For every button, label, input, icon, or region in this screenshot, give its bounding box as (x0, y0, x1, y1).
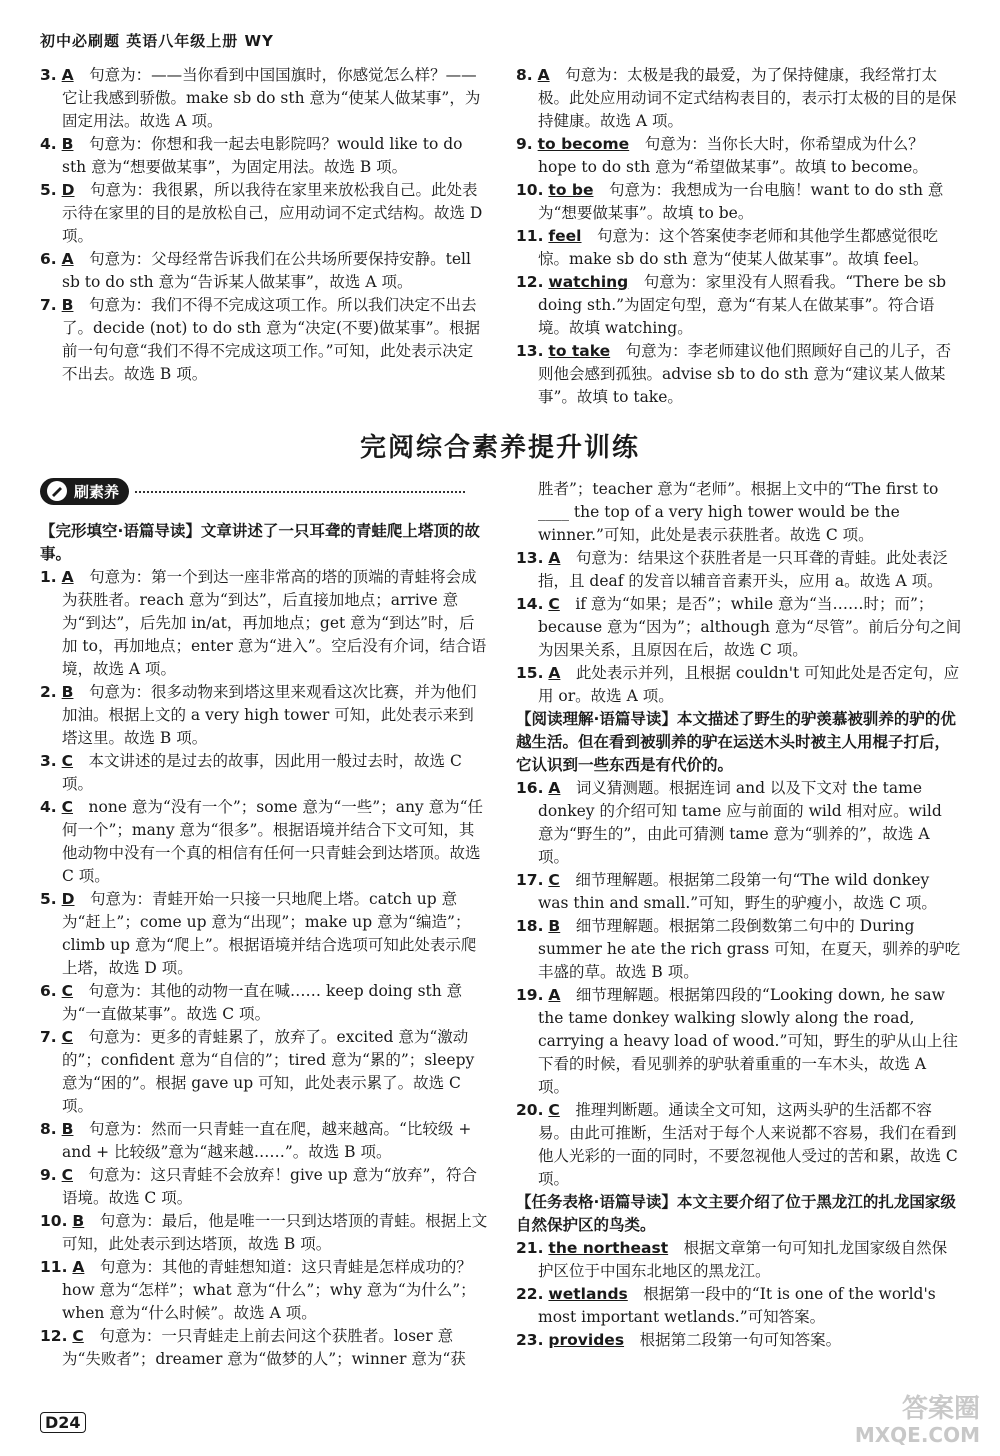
item-answer: to be (548, 181, 594, 199)
item-answer: to become (537, 135, 630, 153)
item-explanation: 句意为：第一个到达一座非常高的塔的顶端的青蛙将会成为获胜者。reach 意为“到达”，后直接加地点；arrive 意为“到达”，后先加 in/at，再加地点；get 意为“到达”时，后加 to，再加地点；enter 意为“进入”。空后没有介词，结合语境，故选 A 项。 (62, 568, 487, 678)
item-number: 14. (516, 595, 544, 613)
item-answer: B (72, 1212, 85, 1230)
answer-item (40, 1325, 488, 1371)
item-answer: A (537, 66, 550, 84)
item-answer: B (548, 917, 561, 935)
answer-item (40, 796, 488, 888)
item-number: 13. (516, 549, 544, 567)
item-number: 4. (40, 135, 57, 153)
answer-item (516, 271, 962, 340)
item-explanation: 细节理解题。根据第二段第一句“The wild donkey was thin and small.”可知，野生的驴瘦小，故选 C 项。 (538, 871, 937, 912)
top-left-column (40, 64, 488, 386)
item-number: 18. (516, 917, 544, 935)
item-explanation: 句意为：家里没有人照看我。“There be sb doing sth.”为固定句型，意为“有某人在做某事”。符合语境。故填 watching。 (538, 273, 947, 337)
answer-item (40, 64, 488, 133)
bottom-right-column (516, 478, 962, 1352)
item-explanation: 句意为：李老师建议他们照顾好自己的儿子，否则他会感到孤独。advise sb to do sth 意为“建议某人做某事”。故填 to take。 (538, 342, 952, 406)
item-number: 8. (40, 1120, 57, 1138)
item-answer: A (548, 779, 561, 797)
item-number: 21. (516, 1239, 544, 1257)
item-number: 3. (40, 66, 57, 84)
answer-item (40, 179, 488, 248)
item-explanation: none 意为“没有一个”；some 意为“一些”；any 意为“任何一个”；many 意为“很多”。根据语境并结合下文可知，其他动物中没有一个真的相信有任何一只青蛙会到达塔顶。故选 C 项。 (62, 798, 484, 885)
item-number: 12. (516, 273, 544, 291)
item-number: 6. (40, 982, 57, 1000)
item-explanation: 细节理解题。根据第四段的“Looking down, he saw the tame donkey walking slowly along the road, carrying a heavy load of wood.”可知，野生的驴从山上往下看的时候，看见驯养的驴驮着重重的一车木头，故选 A 项。 (538, 986, 958, 1096)
answer-item (40, 294, 488, 386)
item-answer: the northeast (548, 1239, 669, 1257)
item-explanation: 句意为：你想和我一起去电影院吗？would like to do sth 意为“想要做某事”，为固定用法。故选 B 项。 (62, 135, 463, 176)
item-number: 16. (516, 779, 544, 797)
answer-item (516, 340, 962, 409)
section-badge (40, 478, 465, 505)
item-explanation: 句意为：一只青蛙走上前去问这个获胜者。loser 意为“失败者”；dreamer 意为“做梦的人”；winner 意为“获 (62, 1327, 466, 1368)
item-number: 3. (40, 752, 57, 770)
section-title: 完阅综合素养提升训练 (359, 433, 640, 463)
item-number: 1. (40, 568, 57, 586)
item-explanation: 句意为：当你长大时，你希望成为什么？hope to do sth 意为“希望做某事”。故填 to become。 (538, 135, 928, 176)
item-explanation: 句意为：——当你看到中国国旗时，你感觉怎么样？——它让我感到骄傲。make sb do sth 意为“使某人做某事”，为固定用法。故选 A 项。 (62, 66, 481, 130)
answer-item (516, 662, 962, 708)
answer-item (516, 133, 962, 179)
item-number: 11. (40, 1258, 68, 1276)
reading-guide: 【阅读理解·语篇导读】本文描述了野生的驴羡慕被驯养的驴的优越生活。但在看到被驯养的驴在运送木头时被主人用棍子打后，它认识到一些东西是有代价的。 (516, 710, 956, 774)
item-number: 11. (516, 227, 544, 245)
cloze-continuation: 胜者”；teacher 意为“老师”。根据上文中的“The first to ____ the top of a very high tower would be the winner.”可知，此处是表示获胜者。故选 C 项。 (538, 480, 939, 544)
item-explanation: 句意为：太极是我的最爱，为了保持健康，我经常打太极。此处应用动词不定式结构表目的，表示打太极的目的是保持健康。故选 A 项。 (538, 66, 957, 130)
answer-item (516, 984, 962, 1099)
item-answer: wetlands (548, 1285, 628, 1303)
item-number: 9. (40, 1166, 57, 1184)
item-answer: A (61, 250, 74, 268)
item-number: 17. (516, 871, 544, 889)
item-number: 2. (40, 683, 57, 701)
item-number: 7. (40, 296, 57, 314)
answer-item (516, 547, 962, 593)
item-answer: B (61, 683, 74, 701)
item-answer: A (61, 568, 74, 586)
task-guide: 【任务表格·语篇导读】本文主要介绍了位于黑龙江的扎龙国家级自然保护区的鸟类。 (516, 1193, 956, 1234)
item-answer: C (61, 982, 74, 1000)
item-explanation: 句意为：我想成为一台电脑！want to do sth 意为“想要做某事”。故填 to be。 (538, 181, 944, 222)
answer-item (516, 593, 962, 662)
item-number: 7. (40, 1028, 57, 1046)
answer-item (40, 750, 488, 796)
item-answer: C (548, 1101, 560, 1119)
answer-item (40, 1256, 488, 1325)
answer-item (40, 1118, 488, 1164)
item-answer: C (61, 752, 74, 770)
watermark-url: MXQE.COM (854, 1423, 980, 1447)
answer-item (516, 1099, 962, 1191)
watermark-text: 答案圈 (901, 1394, 980, 1424)
item-explanation: 句意为：最后，他是唯一一只到达塔顶的青蛙。根据上文可知，此处表示到达塔顶，故选 B 项。 (62, 1212, 488, 1253)
answer-item (40, 681, 488, 750)
answer-item (516, 869, 962, 915)
item-explanation: 句意为：其他的青蛙想知道：这只青蛙是怎样成功的？how 意为“怎样”；what 意为“什么”；why 意为“为什么”；when 意为“什么时候”。故选 A 项。 (62, 1258, 476, 1322)
answer-item (516, 179, 962, 225)
item-answer: C (548, 595, 560, 613)
item-number: 4. (40, 798, 57, 816)
answer-item (40, 1210, 488, 1256)
item-explanation: 本文讲述的是过去的故事，因此用一般过去时，故选 C 项。 (62, 752, 462, 793)
badge-text: 刷素养 (74, 483, 120, 501)
item-number: 10. (40, 1212, 68, 1230)
item-number: 19. (516, 986, 544, 1004)
item-number: 5. (40, 181, 57, 199)
page-header: 初中必刷题 英语八年级上册 WY (40, 32, 274, 50)
item-explanation: 句意为：我们不得不完成这项工作。所以我们决定不出去了。decide (not) to do sth 意为“决定(不要)做某事”。根据前一句句意“我们不得不完成这项工作。”可知，此处表示决定不出去。故选 B 项。 (62, 296, 481, 383)
cloze-items-cont (516, 547, 962, 708)
item-explanation: 词义猜测题。根据连词 and 以及下文对 the tame donkey 的介绍可知 tame 应与前面的 wild 相对应。wild 意为“野生的”，由此可猜测 tame 意为“驯养的”，故选 A 项。 (538, 779, 942, 866)
item-explanation: 推理判断题。通读全文可知，这两头驴的生活都不容易。由此可推断，生活对于每个人来说都不容易，我们在看到他人光彩的一面的同时，不要忽视他人受过的苦和累，故选 C 项。 (538, 1101, 958, 1188)
item-answer: provides (548, 1331, 625, 1349)
item-explanation: 句意为：父母经常告诉我们在公共场所要保持安静。tell sb to do sth 意为“告诉某人做某事”，故选 A 项。 (62, 250, 471, 291)
item-answer: A (548, 549, 561, 567)
item-explanation: 句意为：结果这个获胜者是一只耳聋的青蛙。此处表泛指，且 deaf 的发音以辅音音素开头，应用 a。故选 A 项。 (538, 549, 948, 590)
item-number: 23. (516, 1331, 544, 1349)
reading-items (516, 777, 962, 1191)
top-right-column (516, 64, 962, 409)
item-answer: D (61, 890, 75, 908)
item-number: 12. (40, 1327, 68, 1345)
answer-item (40, 1026, 488, 1118)
item-answer: feel (548, 227, 582, 245)
item-explanation: 根据文章第一句可知扎龙国家级自然保护区位于中国东北地区的黑龙江。 (538, 1239, 948, 1280)
bottom-left-column (40, 520, 488, 1371)
watermark-logo (855, 1396, 980, 1448)
item-answer: C (61, 798, 74, 816)
item-explanation: 句意为：很多动物来到塔这里来观看这次比赛，并为他们加油。根据上文的 a very high tower 可知，此处表示来到塔这里。故选 B 项。 (62, 683, 477, 747)
item-answer: B (61, 135, 74, 153)
item-number: 20. (516, 1101, 544, 1119)
pencil-icon (46, 480, 68, 502)
item-explanation: 句意为：然而一只青蛙一直在爬，越来越高。“比较级 + and + 比较级”意为“越来越……”。故选 B 项。 (62, 1120, 472, 1161)
item-answer: watching (548, 273, 629, 291)
item-answer: C (548, 871, 560, 889)
answer-item (40, 566, 488, 681)
answer-item (40, 133, 488, 179)
item-answer: A (548, 986, 561, 1004)
item-answer: A (72, 1258, 85, 1276)
item-explanation: 句意为：这只青蛙不会放弃！give up 意为“放弃”，符合语境。故选 C 项。 (62, 1166, 477, 1207)
answer-item (516, 1283, 962, 1329)
cloze-items (40, 566, 488, 1371)
item-number: 5. (40, 890, 57, 908)
badge-divider (135, 491, 465, 493)
item-explanation: 句意为：我很累，所以我待在家里来放松我自己。此处表示待在家里的目的是放松自己，应用动词不定式结构。故选 D 项。 (62, 181, 483, 245)
item-explanation: 根据第二段第一句可知答案。 (639, 1331, 842, 1349)
item-explanation: 句意为：青蛙开始一只接一只地爬上塔。catch up 意为“赶上”；come up 意为“出现”；make up 意为“编造”；climb up 意为“爬上”。根据语境并结合选项可知此处表示爬上塔，故选 D 项。 (62, 890, 477, 977)
answer-item (516, 777, 962, 869)
item-explanation: 此处表示并列，且根据 couldn't 可知此处是否定句，应用 or。故选 A 项。 (538, 664, 960, 705)
answer-item (516, 1237, 962, 1283)
answer-item (516, 64, 962, 133)
answer-item (40, 1164, 488, 1210)
answer-item (40, 888, 488, 980)
page-number: D24 (40, 1412, 86, 1433)
item-answer: B (61, 1120, 74, 1138)
cloze-guide: 【完形填空·语篇导读】文章讲述了一只耳聋的青蛙爬上塔顶的故事。 (40, 522, 480, 563)
item-number: 10. (516, 181, 544, 199)
item-answer: D (61, 181, 75, 199)
item-number: 8. (516, 66, 533, 84)
item-explanation: 细节理解题。根据第二段倒数第二句中的 During summer he ate the rich grass 可知，在夏天，驯养的驴吃丰盛的草。故选 B 项。 (538, 917, 961, 981)
item-answer: to take (548, 342, 611, 360)
item-number: 13. (516, 342, 544, 360)
answer-item (516, 1329, 962, 1352)
task-items (516, 1237, 962, 1352)
item-answer: C (61, 1028, 74, 1046)
answer-item (40, 980, 488, 1026)
item-explanation: if 意为“如果；是否”；while 意为“当……时；而”；because 意为“因为”；although 意为“尽管”。前后分句之间为因果关系，且原因在后，故选 C 项。 (538, 595, 962, 659)
badge-label (40, 478, 129, 505)
item-explanation: 句意为：这个答案使李老师和其他学生都感觉很吃惊。make sb do sth 意为“使某人做某事”。故填 feel。 (538, 227, 939, 268)
answer-item (40, 248, 488, 294)
item-explanation: 句意为：更多的青蛙累了，放弃了。excited 意为“激动的”；confident 意为“自信的”；tired 意为“累的”；sleepy 意为“困的”。根据 gave up 可知，此处表示累了。故选 C 项。 (62, 1028, 475, 1115)
item-answer: B (61, 296, 74, 314)
item-explanation: 句意为：其他的动物一直在喊…… keep doing sth 意为“一直做某事”。故选 C 项。 (62, 982, 463, 1023)
item-number: 9. (516, 135, 533, 153)
item-answer: C (72, 1327, 84, 1345)
item-number: 22. (516, 1285, 544, 1303)
item-number: 15. (516, 664, 544, 682)
answer-item (516, 225, 962, 271)
item-answer: A (61, 66, 74, 84)
item-explanation: 根据第一段中的“It is one of the world's most important wetlands.”可知答案。 (538, 1285, 936, 1326)
answer-item (516, 915, 962, 984)
item-number: 6. (40, 250, 57, 268)
item-answer: A (548, 664, 561, 682)
item-answer: C (61, 1166, 74, 1184)
